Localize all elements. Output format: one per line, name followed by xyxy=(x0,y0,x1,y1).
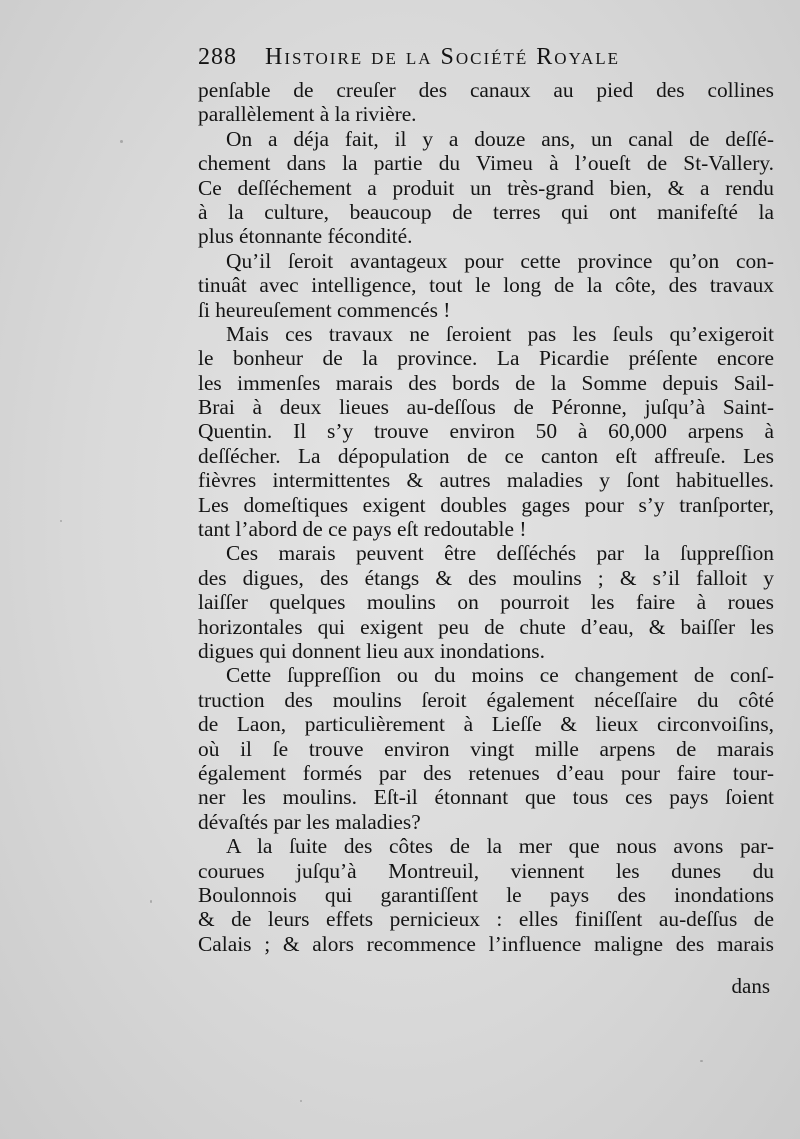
text-line: Les domeſtiques exigent doubles gages pour s’y tranſporter, xyxy=(198,492,774,517)
text-line: de Laon, particulièrement à Lieſſe & lieux circonvoiſins, xyxy=(198,712,774,737)
text-line: & de leurs effets pernicieux : elles finiſſent au-deſſus de xyxy=(198,907,774,932)
text-line: laiſſer quelques moulins on pourroit les faire à roues xyxy=(198,590,774,615)
paper-speck xyxy=(150,900,152,903)
text-line: également formés par des retenues d’eau pour faire tour- xyxy=(198,760,774,785)
text-line: Cette ſuppreſſion ou du moins ce changement de conſ- xyxy=(226,663,774,688)
text-line: plus étonnante fécondité. xyxy=(198,224,413,249)
text-line: fièvres intermittentes & autres maladies y ſont habituelles. xyxy=(198,468,774,493)
text-line: deſſécher. La dépopulation de ce canton eſt affreuſe. Les xyxy=(198,443,774,468)
text-line: Brai à deux lieues au-deſſous de Péronne, juſqu’à Saint- xyxy=(198,395,774,420)
text-line: les immenſes marais des bords de la Somme depuis Sail- xyxy=(198,370,774,395)
paper-speck xyxy=(700,1060,703,1062)
text-line: où il ſe trouve environ vingt mille arpens de marais xyxy=(198,736,774,761)
text-line: On a déja fait, il y a douze ans, un canal de deſſé- xyxy=(226,126,774,151)
text-line: Quentin. Il s’y trouve environ 50 à 60,000 arpens à xyxy=(198,419,774,444)
text-line: des digues, des étangs & des moulins ; & s’il falloit y xyxy=(198,565,774,590)
text-line: A la ſuite des côtes de la mer que nous avons par- xyxy=(226,834,774,859)
header-title: Histoire de la Société Royale xyxy=(265,44,621,70)
text-line: Boulonnois qui garantiſſent le pays des inondations xyxy=(198,882,774,907)
paper-speck xyxy=(60,520,62,522)
text-line: à la culture, beaucoup de terres qui ont manifeſté la xyxy=(198,199,774,224)
text-line: courues juſqu’à Montreuil, viennent les dunes du xyxy=(198,858,774,883)
text-line: penſable de creuſer des canaux au pied des collines xyxy=(198,78,774,102)
paper-speck xyxy=(120,140,123,143)
text-line: tant l’abord de ce pays eſt redoutable ! xyxy=(198,517,527,542)
text-line: parallèlement à la rivière. xyxy=(198,102,417,127)
text-line: Qu’il ſeroit avantageux pour cette province qu’on con- xyxy=(226,248,774,273)
text-line: horizontales qui exigent peu de chute d’eau, & baiſſer les xyxy=(198,614,774,639)
text-line: truction des moulins ſeroit également néceſſaire du côté xyxy=(198,687,774,712)
body-text xyxy=(198,78,774,956)
text-line: Ces marais peuvent être deſſéchés par la ſuppreſſion xyxy=(226,541,774,566)
paper-speck xyxy=(300,1100,302,1102)
text-line: Calais ; & alors recommence l’influence maligne des marais xyxy=(198,931,774,956)
text-line: tinuât avec intelligence, tout le long de la côte, des travaux xyxy=(198,273,774,298)
text-line: chement dans la partie du Vimeu à l’oueſt de St-Vallery. xyxy=(198,151,774,176)
text-line: Ce deſſéchement a produit un très-grand bien, & a rendu xyxy=(198,175,774,200)
text-line: ſi heureuſement commencés ! xyxy=(198,297,451,322)
text-line: Mais ces travaux ne ſeroient pas les ſeuls qu’exigeroit xyxy=(226,321,774,346)
text-line: digues qui donnent lieu aux inondations. xyxy=(198,638,545,663)
text-line: le bonheur de la province. La Picardie préſente encore xyxy=(198,346,774,371)
text-line: ner les moulins. Eſt-il étonnant que tous ces pays ſoient xyxy=(198,785,774,810)
running-head xyxy=(198,44,778,76)
page-number: 288 xyxy=(198,44,237,70)
catchword: dans xyxy=(731,974,770,998)
text-line: dévaſtés par les maladies? xyxy=(198,809,421,834)
